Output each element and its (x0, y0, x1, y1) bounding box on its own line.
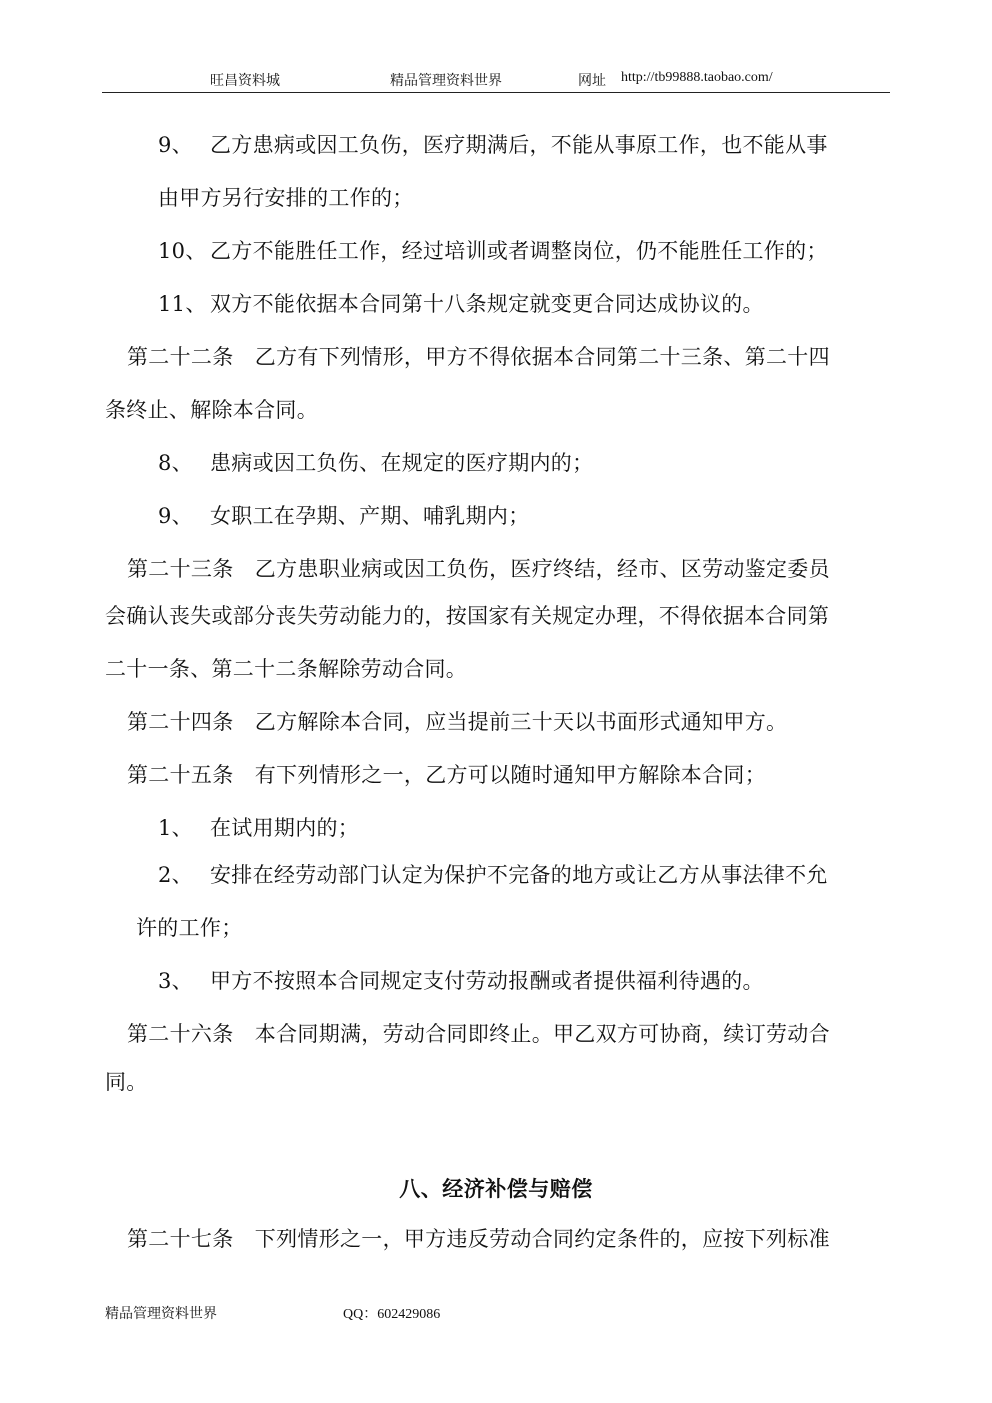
item-text: 在试用期内的； (210, 816, 360, 840)
item-text: 乙方患病或因工负伤，医疗期满后，不能从事原工作，也不能从事 (210, 133, 828, 157)
text-line: 由甲方另行安排的工作的； (158, 186, 414, 210)
article-23: 第二十三条 乙方患职业病或因工负伤，医疗终结，经市、区劳动鉴定委员 (127, 557, 830, 581)
clause-item-3 (158, 967, 764, 995)
item-text: 患病或因工负伤、在规定的医疗期内的； (210, 451, 594, 475)
item-text: 双方不能依据本合同第十八条规定就变更合同达成协议的。 (210, 292, 764, 316)
item-number: 10、 (158, 239, 207, 263)
item-number: 3、 (158, 969, 193, 993)
header-left-text: 旺昌资料城 (210, 74, 280, 89)
section-heading: 八、经济补偿与赔偿 (399, 1177, 593, 1201)
item-text: 甲方不按照本合同规定支付劳动报酬或者提供福利待遇的。 (210, 969, 764, 993)
text-line: 二十一条、第二十二条解除劳动合同。 (105, 657, 468, 681)
text-line: 条终止、解除本合同。 (105, 398, 318, 422)
header-divider (102, 92, 890, 93)
clause-item-9b (158, 502, 530, 530)
item-number: 9、 (158, 133, 193, 157)
article-24: 第二十四条 乙方解除本合同，应当提前三十天以书面形式通知甲方。 (127, 710, 788, 734)
article-26: 第二十六条 本合同期满，劳动合同即终止。甲乙双方可协商，续订劳动合 (127, 1022, 830, 1046)
item-text: 乙方不能胜任工作，经过培训或者调整岗位，仍不能胜任工作的； (210, 239, 828, 263)
clause-item-11 (158, 290, 764, 318)
article-22: 第二十二条 乙方有下列情形，甲方不得依据本合同第二十三条、第二十四 (127, 345, 830, 369)
header-center-text: 精品管理资料世界 (390, 74, 502, 89)
header-url-link[interactable]: http://tb99888.taobao.com/ (621, 70, 773, 85)
clause-item-8 (158, 449, 593, 477)
item-text: 安排在经劳动部门认定为保护不完备的地方或让乙方从事法律不允 (210, 863, 828, 887)
header-url-label: 网址 (578, 74, 606, 89)
footer-left-text: 精品管理资料世界 (105, 1307, 217, 1322)
article-27: 第二十七条 下列情形之一，甲方违反劳动合同约定条件的，应按下列标准 (127, 1227, 830, 1251)
text-line: 同。 (105, 1070, 148, 1094)
item-number: 1、 (158, 816, 193, 840)
text-line: 许的工作； (136, 916, 243, 940)
clause-item-10 (158, 237, 828, 265)
item-number: 8、 (158, 451, 193, 475)
item-number: 11、 (158, 292, 207, 316)
page-header (0, 70, 992, 92)
footer-qq-text: QQ：602429086 (343, 1307, 441, 1322)
item-text: 女职工在孕期、产期、哺乳期内； (210, 504, 530, 528)
article-25: 第二十五条 有下列情形之一，乙方可以随时通知甲方解除本合同； (127, 763, 766, 787)
clause-item-9 (158, 131, 828, 159)
item-number: 2、 (158, 863, 193, 887)
text-line: 会确认丧失或部分丧失劳动能力的，按国家有关规定办理，不得依据本合同第 (105, 604, 830, 628)
clause-item-2 (158, 861, 828, 889)
clause-item-1 (158, 814, 359, 842)
item-number: 9、 (158, 504, 193, 528)
